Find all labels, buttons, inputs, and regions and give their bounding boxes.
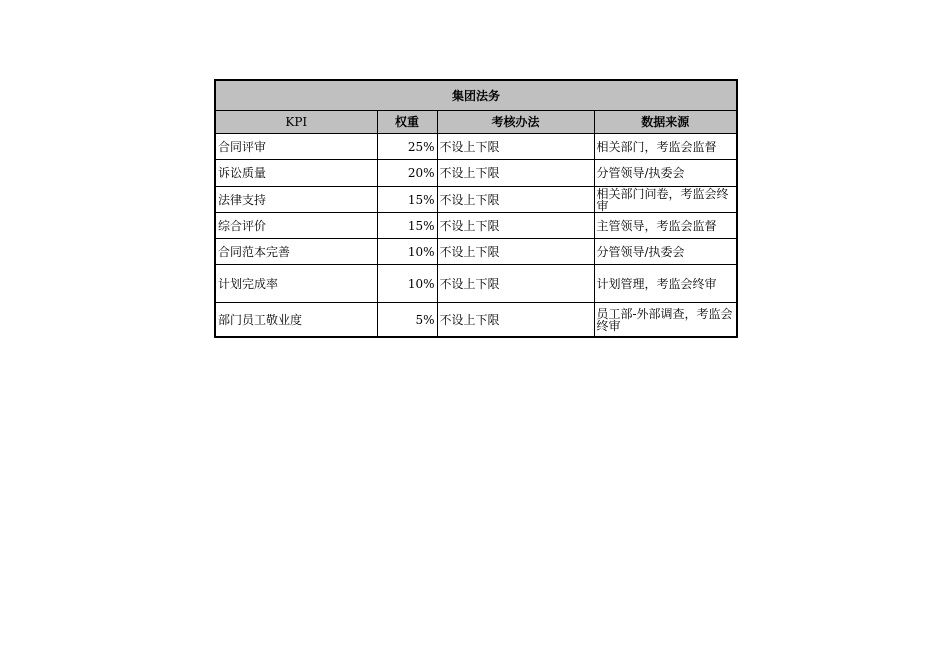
table-row (215, 213, 737, 239)
method-cell: 不设上下限 (437, 134, 594, 160)
weight-cell: 10% (377, 239, 437, 265)
source-cell: 主管领导，考监会监督 (594, 213, 737, 239)
table-row (215, 160, 737, 187)
table-row (215, 239, 737, 265)
method-cell: 不设上下限 (437, 265, 594, 303)
weight-cell: 25% (377, 134, 437, 160)
kpi-name-cell: 诉讼质量 (215, 160, 377, 187)
kpi-name-cell: 法律支持 (215, 187, 377, 213)
header-weight: 权重 (377, 111, 437, 134)
table-header-row (215, 111, 737, 134)
table-row (215, 265, 737, 303)
table-row (215, 187, 737, 213)
method-cell: 不设上下限 (437, 213, 594, 239)
kpi-name-cell: 部门员工敬业度 (215, 303, 377, 338)
kpi-name-cell: 合同评审 (215, 134, 377, 160)
weight-cell: 10% (377, 265, 437, 303)
source-cell: 计划管理，考监会终审 (594, 265, 737, 303)
weight-cell: 20% (377, 160, 437, 187)
header-method: 考核办法 (437, 111, 594, 134)
table-title-row (215, 80, 737, 111)
source-cell: 相关部门问卷，考监会终审 (594, 187, 737, 213)
kpi-name-cell: 计划完成率 (215, 265, 377, 303)
source-cell: 员工部-外部调查，考监会终审 (594, 303, 737, 338)
weight-cell: 15% (377, 187, 437, 213)
source-cell: 相关部门，考监会监督 (594, 134, 737, 160)
source-cell: 分管领导/执委会 (594, 239, 737, 265)
method-cell: 不设上下限 (437, 303, 594, 338)
weight-cell: 15% (377, 213, 437, 239)
source-cell: 分管领导/执委会 (594, 160, 737, 187)
method-cell: 不设上下限 (437, 187, 594, 213)
weight-cell: 5% (377, 303, 437, 338)
method-cell: 不设上下限 (437, 239, 594, 265)
table-row (215, 303, 737, 338)
kpi-name-cell: 合同范本完善 (215, 239, 377, 265)
table-title: 集团法务 (215, 80, 737, 111)
kpi-name-cell: 综合评价 (215, 213, 377, 239)
table-row (215, 134, 737, 160)
method-cell: 不设上下限 (437, 160, 594, 187)
header-kpi: KPI (215, 111, 377, 134)
header-source: 数据来源 (594, 111, 737, 134)
kpi-table (214, 79, 738, 338)
